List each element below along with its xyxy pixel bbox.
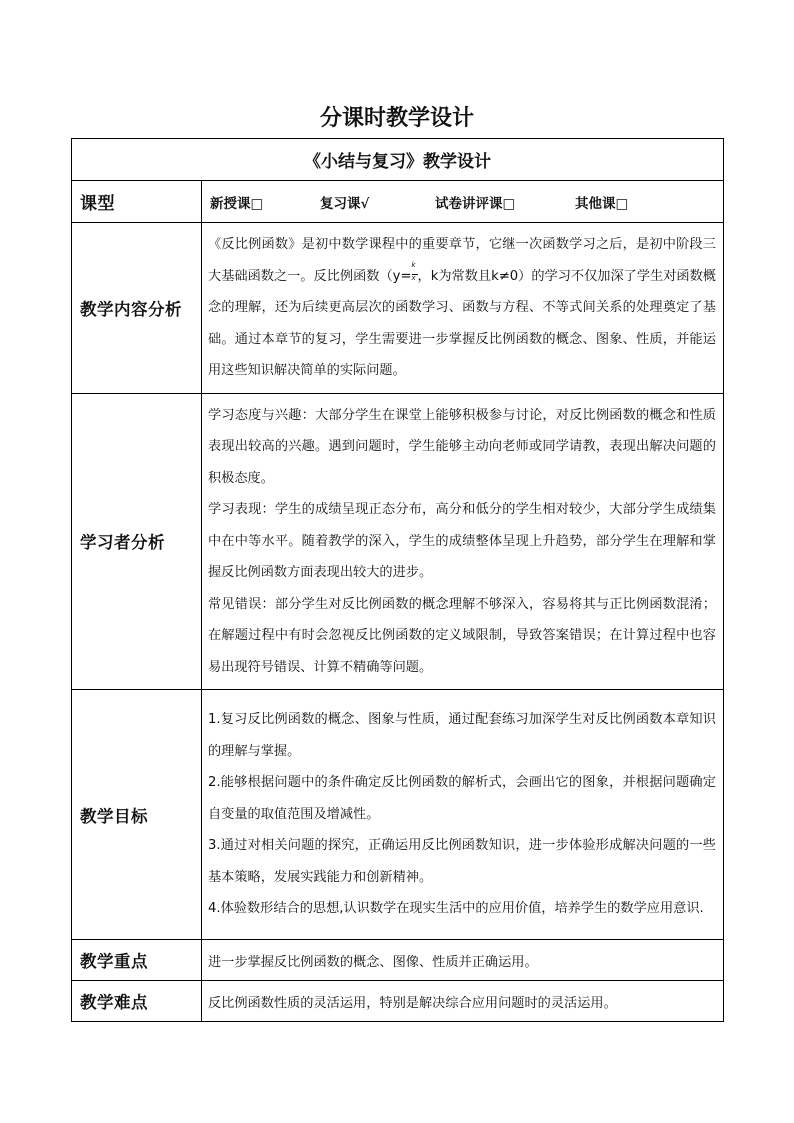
fraction-k-over-x — [411, 260, 418, 282]
content-analysis-text — [202, 223, 724, 394]
course-type-option-exam: 试卷讲评课□ — [435, 195, 516, 212]
course-type-options — [202, 181, 724, 223]
difficulties-label: 教学难点 — [72, 981, 202, 1022]
course-type-label: 课型 — [72, 181, 202, 223]
teaching-goal-item: 2.能够根据问题中的条件确定反比例函数的解析式，会画出它的图象，并根据问题确定自变量的取值范围及增减性。 — [208, 775, 716, 822]
table-heading-row — [72, 139, 724, 181]
learner-analysis-label: 学习者分析 — [72, 393, 202, 690]
teaching-goal-item: 1.复习反比例函数的概念、图象与性质，通过配套练习加深学生对反比例函数本章知识的理解与掌握。 — [208, 712, 716, 759]
content-analysis-label: 教学内容分析 — [72, 223, 202, 394]
learner-analysis-text — [202, 393, 724, 690]
fraction-numerator: k — [411, 260, 416, 269]
learner-analysis-paragraph: 学习态度与兴趣：大部分学生在课堂上能够积极参与讨论，对反比例函数的概念和性质表现出较高的兴趣。遇到问题时，学生能够主动向老师或同学请教，表现出解决问题的积极态度。 — [208, 407, 716, 486]
difficulties-text: 反比例函数性质的灵活运用，特别是解决综合应用问题时的灵活运用。 — [202, 981, 724, 1022]
key-points-text: 进一步掌握反比例函数的概念、图像、性质并正确运用。 — [202, 940, 724, 981]
key-points-row — [72, 940, 724, 981]
fraction-denominator: x — [411, 273, 416, 282]
content-analysis-text-part2: ，k为常数且k≠0）的学习不仅加深了学生对函数概念的理解，还为后续更高层次的函数学习、函数与方程、不等式间关系的处理奠定了基础。通过本章节的复习，学生需要进一步掌握反比例函数的概念、图象、性质，并能运用这些知识解决简单的实际问题。 — [208, 268, 716, 378]
learner-analysis-paragraph: 常见错误：部分学生对反比例函数的概念理解不够深入，容易将其与正比例函数混淆；在解题过程中有时会忽视反比例函数的定义域限制，导致答案错误；在计算过程中也容易出现符号错误、计算不精确等问题。 — [208, 596, 716, 675]
course-type-option-other: 其他课□ — [575, 195, 629, 212]
learner-analysis-row — [72, 393, 724, 690]
teaching-goals-row — [72, 690, 724, 940]
lesson-plan-table — [71, 138, 724, 1022]
teaching-goals-label: 教学目标 — [72, 690, 202, 940]
course-type-option-review: 复习课√ — [320, 195, 370, 212]
content-analysis-text-part1: 《反比例函数》是初中数学课程中的重要章节，它继一次函数学习之后，是初中阶段三大基础函数之一。反比例函数（y= — [208, 237, 716, 284]
content-analysis-row — [72, 223, 724, 394]
course-type-row — [72, 181, 724, 223]
page-title: 分课时教学设计 — [319, 105, 474, 131]
teaching-goals-list — [202, 690, 724, 940]
key-points-label: 教学重点 — [72, 940, 202, 981]
learner-analysis-paragraph: 学习表现：学生的成绩呈现正态分布，高分和低分的学生相对较少，大部分学生成绩集中在中等水平。随着教学的深入，学生的成绩整体呈现上升趋势，部分学生在理解和掌握反比例函数方面表现出较大的进步。 — [208, 502, 716, 580]
difficulties-row — [72, 981, 724, 1022]
teaching-goal-item: 3.通过对相关问题的探究，正确运用反比例函数知识，进一步体验形成解决问题的一些基本策略，发展实践能力和创新精神。 — [208, 838, 716, 885]
table-heading: 《小结与复习》教学设计 — [72, 139, 724, 181]
course-type-option-new: 新授课□ — [210, 195, 264, 212]
teaching-goal-item: 4.体验数形结合的思想,认识数学在现实生活中的应用价值，培养学生的数学应用意识. — [208, 901, 704, 917]
